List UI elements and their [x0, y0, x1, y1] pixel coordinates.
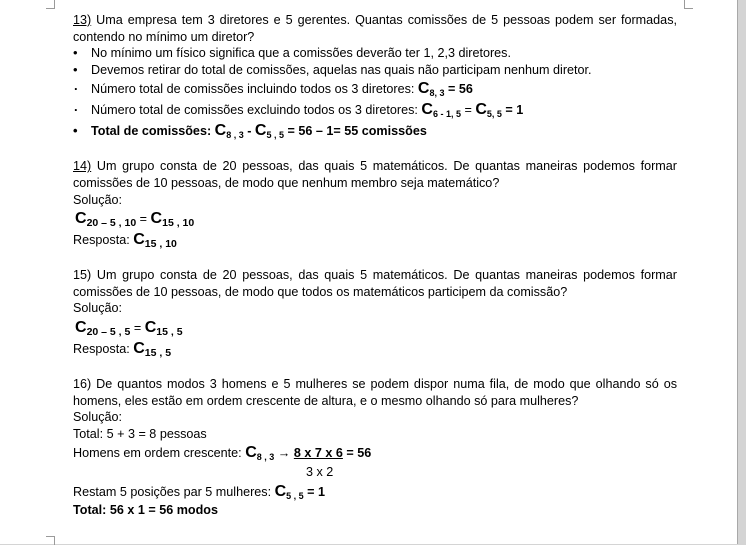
- solution-label: Solução:: [73, 192, 123, 207]
- question-number: 13): [73, 13, 92, 27]
- question-14: 14) Um grupo consta de 20 pessoas, das quais 5 matemáticos. De quantas maneiras podemos formar comissões de 10 pessoas, de modo que nenhum membro seja matemático?: [73, 159, 677, 190]
- question-13: 13) Uma empresa tem 3 diretores e 5 gerentes. Quantas comissões de 5 pessoas podem ser formadas, contendo no mínimo um diretor?: [73, 13, 677, 44]
- list-item: • No mínimo um físico significa que a comissões deverão ter 1, 2,3 diretores.: [73, 45, 677, 62]
- question-15: 15) Um grupo consta de 20 pessoas, das quais 5 matemáticos. De quantas maneiras podemos formar comissões de 10 pessoas, de modo que todos os matemáticos participem da comissão?: [73, 268, 677, 299]
- list-item: • Total de comissões: $C_{8 , 3} - C_{5 , 5} = 56 - 1= 55$ comissões: [73, 120, 677, 141]
- document-content: [73, 12, 677, 519]
- list-item: • Devemos retirar do total de comissões, aquelas nas quais não participam nenhum diretor.: [73, 62, 677, 79]
- list-item: . Número total de comissões excluindo todos os 3 diretores: $C_{6 - 1, 5} = C_{5, 5} = 1$: [73, 99, 677, 120]
- margin-corner-mark: [684, 0, 693, 9]
- question-13-bullets: [73, 45, 677, 141]
- question-number: 14): [73, 159, 92, 174]
- solution-label: Solução:: [73, 410, 123, 425]
- list-item: . Número total de comissões incluindo todos os 3 diretores: $C_{8, 3} = 56$: [73, 78, 677, 99]
- total-line: Total: 5 + 3 = 8 pessoas: [73, 426, 207, 441]
- fraction-denominator: 3 x 2: [306, 465, 334, 480]
- rest-line: Restam 5 posições par 5 mulheres: $C_{5 , 5} = 1$: [73, 483, 326, 502]
- answer: Resposta: $C_{15 , 5}$: [73, 339, 172, 359]
- margin-corner-mark: [46, 0, 55, 9]
- formula: $C_{20 - 5 , 5} = C_{15 , 5}$: [75, 318, 183, 338]
- fraction-numerator: 8 x 7 x 6: [293, 446, 343, 461]
- solution-label: Solução:: [73, 301, 123, 316]
- question-16: 16) De quantos modos 3 homens e 5 mulheres se podem dispor numa fila, de modo que olhando só os homens, eles estão em ordem crescente de altura, e o mesmo olhando só para mulheres?: [73, 376, 677, 408]
- men-line: Homens em ordem crescente: $C_{8 , 3} \to 8$ x 7 x 6 = 56: [73, 444, 372, 463]
- arrow-icon: →: [274, 446, 294, 461]
- answer: Resposta: $C_{15 , 10}$: [73, 231, 177, 251]
- formula: $C_{20 - 5 , 10} = C_{15 , 10}$: [75, 210, 195, 230]
- final-total: Total: 56 x 1 = 56 modos: [73, 503, 218, 518]
